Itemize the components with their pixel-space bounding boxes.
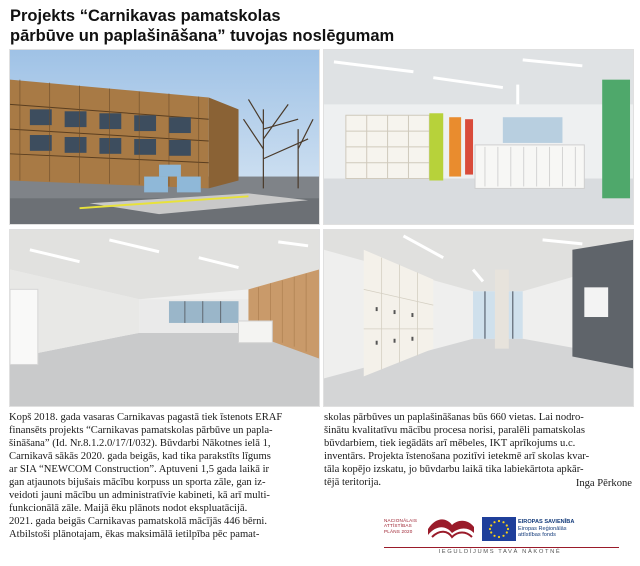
nap-logo-text: NACIONĀLAIS ATTĪSTĪBAS PLĀNS 2020 <box>384 518 418 534</box>
article-author: Inga Pērkone <box>575 478 632 489</box>
headline-line-1: Projekts “Carnikavas pamatskolas <box>10 7 281 25</box>
body-line: būvdarbiem, tiek iegādāts arī mēbeles, IKT aprīkojums u.c. <box>324 438 576 450</box>
body-line: Atbilstoši plānotajam, ēkas maksimālā ietilpība pēc pamat- <box>9 529 260 541</box>
eu-logo-text: EIROPAS SAVIENĪBA Eiropas Reģionālās attīstības fonds <box>518 519 575 539</box>
body-line: skolas pārbūves un paplašināšanas būs 660 vietas. Lai nodro- <box>324 412 584 423</box>
article-headline <box>10 6 620 46</box>
body-line: ar SIA “NEWCOM Construction”. Aptuveni 1,5 gada laikā ir <box>9 464 270 476</box>
library-interior-photo <box>323 49 634 225</box>
body-line: Kopš 2018. gada vasaras Carnikavas pagastā tiek īstenots ERAF <box>9 412 283 423</box>
body-line: veidoti jauni mācību un administratīvie kabineti, kā arī multi- <box>9 490 270 502</box>
corridor-lockers-photo <box>323 229 634 407</box>
headline-line-2: pārbūve un paplašināšana” tuvojas noslēgumam <box>10 27 395 45</box>
body-line: Carnikavā sākās 2020. gada beigās, kad tika parakstīts līgums <box>9 451 271 463</box>
body-line: šinātu kvalitatīvu mācību procesa norisi, paralēli pamatskolas <box>324 425 585 437</box>
slogan-divider <box>384 547 619 548</box>
school-exterior-photo <box>9 49 320 225</box>
funding-slogan: IEGULDĪJUMS TAVĀ NĀKOTNĒ <box>438 549 562 555</box>
multifunctional-hall-photo <box>9 229 320 407</box>
body-line: šināšana” (Id. Nr.8.1.2.0/17/I/032). Būvdarbi Nākotnes ielā 1, <box>9 438 271 450</box>
body-line: gan atjaunots bijušais mācību korpuss un sporta zāle, gan iz- <box>9 477 266 489</box>
body-line: 2021. gada beigās Carnikavas pamatskolā mācījās 446 bērni. <box>9 516 268 528</box>
body-line: tāla kopējo izskatu, jo būvdarbu laikā tika labiekārtota apkār- <box>324 464 584 476</box>
body-line: tējā teritorija. <box>324 477 382 489</box>
nap-logo-icon <box>426 515 476 545</box>
body-line: inventārs. Projekta īstenošana pozitīvi ietekmē arī skolas kvar- <box>324 451 590 463</box>
article-body-left-column <box>9 411 316 541</box>
body-line: finansēts projekts “Carnikavas pamatskolas pārbūve un papla- <box>9 425 273 437</box>
eu-flag-icon <box>482 517 516 541</box>
body-line: funkcionālā zāle. Maijā ēku plānots nodot ekspluatācijā. <box>9 503 248 515</box>
